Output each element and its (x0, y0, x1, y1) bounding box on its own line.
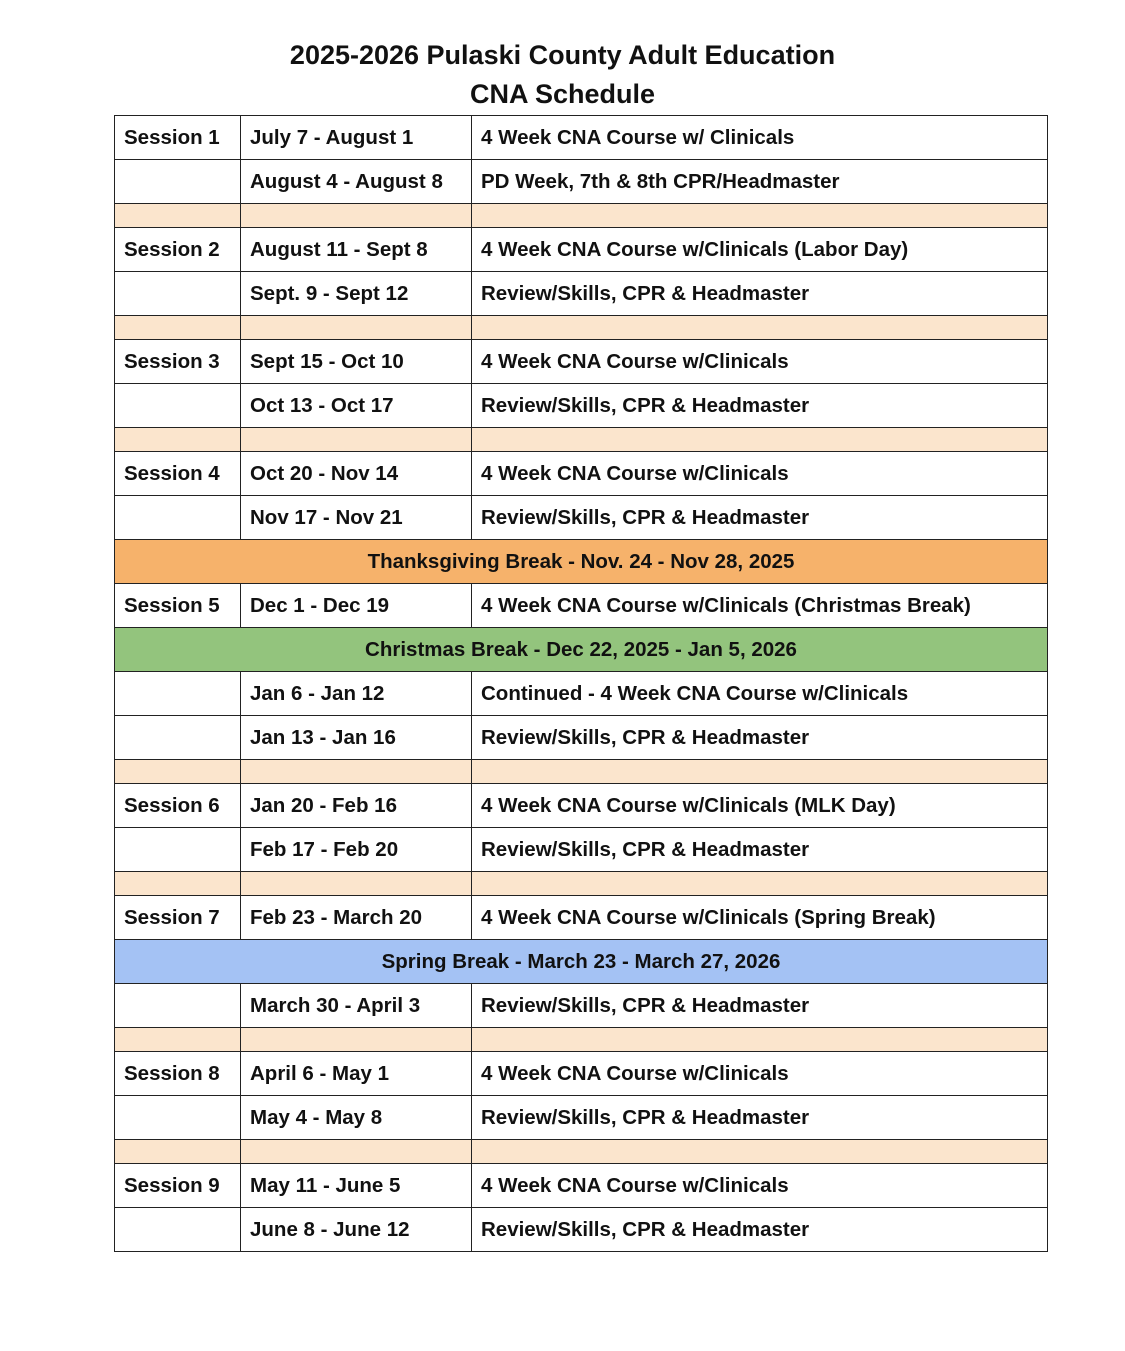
dates-cell: August 11 - Sept 8 (241, 228, 472, 272)
schedule-row (115, 1052, 1048, 1096)
description-cell: Review/Skills, CPR & Headmaster (472, 828, 1048, 872)
spacer-cell (241, 428, 472, 452)
spacer-cell (115, 1028, 241, 1052)
break-banner-row (115, 628, 1048, 672)
description-cell: 4 Week CNA Course w/Clinicals (472, 340, 1048, 384)
dates-cell: April 6 - May 1 (241, 1052, 472, 1096)
schedule-body (115, 116, 1048, 1252)
spacer-cell (472, 1028, 1048, 1052)
session-cell: Session 2 (115, 228, 241, 272)
spacer-cell (472, 760, 1048, 784)
schedule-row (115, 228, 1048, 272)
spacer-cell (115, 1140, 241, 1164)
spacer-cell (472, 872, 1048, 896)
dates-cell: May 4 - May 8 (241, 1096, 472, 1140)
schedule-row (115, 116, 1048, 160)
dates-cell: June 8 - June 12 (241, 1208, 472, 1252)
session-cell (115, 984, 241, 1028)
session-cell: Session 1 (115, 116, 241, 160)
spacer-cell (241, 1028, 472, 1052)
dates-cell: July 7 - August 1 (241, 116, 472, 160)
description-cell: 4 Week CNA Course w/Clinicals (472, 1164, 1048, 1208)
description-cell: Review/Skills, CPR & Headmaster (472, 272, 1048, 316)
spacer-row (115, 428, 1048, 452)
spacer-cell (241, 760, 472, 784)
schedule-row (115, 384, 1048, 428)
session-cell (115, 272, 241, 316)
description-cell: 4 Week CNA Course w/Clinicals (Labor Day) (472, 228, 1048, 272)
spacer-row (115, 760, 1048, 784)
description-cell: 4 Week CNA Course w/Clinicals (Spring Break) (472, 896, 1048, 940)
session-cell (115, 672, 241, 716)
spacer-cell (472, 428, 1048, 452)
session-cell: Session 7 (115, 896, 241, 940)
schedule-row (115, 496, 1048, 540)
description-cell: Review/Skills, CPR & Headmaster (472, 716, 1048, 760)
schedule-table (114, 115, 1048, 1252)
dates-cell: Oct 13 - Oct 17 (241, 384, 472, 428)
session-cell (115, 716, 241, 760)
description-cell: 4 Week CNA Course w/ Clinicals (472, 116, 1048, 160)
spacer-cell (472, 316, 1048, 340)
schedule-row (115, 984, 1048, 1028)
session-cell: Session 6 (115, 784, 241, 828)
page-title: 2025-2026 Pulaski County Adult Education (289, 40, 836, 70)
spacer-cell (241, 872, 472, 896)
session-cell: Session 5 (115, 584, 241, 628)
description-cell: Review/Skills, CPR & Headmaster (472, 984, 1048, 1028)
schedule-row (115, 716, 1048, 760)
spacer-row (115, 1140, 1048, 1164)
schedule-row (115, 452, 1048, 496)
schedule-row (115, 784, 1048, 828)
description-cell: Review/Skills, CPR & Headmaster (472, 1096, 1048, 1140)
description-cell: 4 Week CNA Course w/Clinicals (472, 452, 1048, 496)
dates-cell: Feb 17 - Feb 20 (241, 828, 472, 872)
spacer-cell (115, 872, 241, 896)
description-cell: 4 Week CNA Course w/Clinicals (Christmas Break) (472, 584, 1048, 628)
spacer-cell (115, 316, 241, 340)
dates-cell: August 4 - August 8 (241, 160, 472, 204)
spacer-cell (115, 204, 241, 228)
schedule-row (115, 1208, 1048, 1252)
page-subtitle: CNA Schedule (469, 79, 656, 109)
session-cell (115, 160, 241, 204)
dates-cell: Feb 23 - March 20 (241, 896, 472, 940)
spacer-cell (472, 204, 1048, 228)
description-cell: 4 Week CNA Course w/Clinicals (472, 1052, 1048, 1096)
spacer-cell (241, 1140, 472, 1164)
schedule-row (115, 160, 1048, 204)
session-cell (115, 1096, 241, 1140)
spacer-cell (472, 1140, 1048, 1164)
dates-cell: Jan 20 - Feb 16 (241, 784, 472, 828)
schedule-row (115, 584, 1048, 628)
description-cell: Continued - 4 Week CNA Course w/Clinicals (472, 672, 1048, 716)
spacer-row (115, 204, 1048, 228)
break-banner: Christmas Break - Dec 22, 2025 - Jan 5, 2026 (115, 628, 1048, 672)
break-banner-row (115, 540, 1048, 584)
schedule-row (115, 828, 1048, 872)
dates-cell: Sept 15 - Oct 10 (241, 340, 472, 384)
description-cell: Review/Skills, CPR & Headmaster (472, 496, 1048, 540)
description-cell: PD Week, 7th & 8th CPR/Headmaster (472, 160, 1048, 204)
dates-cell: Dec 1 - Dec 19 (241, 584, 472, 628)
spacer-cell (115, 760, 241, 784)
dates-cell: Sept. 9 - Sept 12 (241, 272, 472, 316)
session-cell (115, 828, 241, 872)
session-cell: Session 4 (115, 452, 241, 496)
schedule-row (115, 672, 1048, 716)
schedule-row (115, 272, 1048, 316)
spacer-row (115, 1028, 1048, 1052)
session-cell: Session 8 (115, 1052, 241, 1096)
description-cell: Review/Skills, CPR & Headmaster (472, 384, 1048, 428)
session-cell (115, 1208, 241, 1252)
dates-cell: Nov 17 - Nov 21 (241, 496, 472, 540)
session-cell: Session 9 (115, 1164, 241, 1208)
dates-cell: Oct 20 - Nov 14 (241, 452, 472, 496)
spacer-cell (241, 204, 472, 228)
spacer-row (115, 872, 1048, 896)
description-cell: 4 Week CNA Course w/Clinicals (MLK Day) (472, 784, 1048, 828)
break-banner: Spring Break - March 23 - March 27, 2026 (115, 940, 1048, 984)
session-cell: Session 3 (115, 340, 241, 384)
spacer-cell (241, 316, 472, 340)
break-banner: Thanksgiving Break - Nov. 24 - Nov 28, 2025 (115, 540, 1048, 584)
spacer-cell (115, 428, 241, 452)
description-cell: Review/Skills, CPR & Headmaster (472, 1208, 1048, 1252)
session-cell (115, 384, 241, 428)
spacer-row (115, 316, 1048, 340)
dates-cell: March 30 - April 3 (241, 984, 472, 1028)
dates-cell: May 11 - June 5 (241, 1164, 472, 1208)
schedule-row (115, 340, 1048, 384)
dates-cell: Jan 6 - Jan 12 (241, 672, 472, 716)
dates-cell: Jan 13 - Jan 16 (241, 716, 472, 760)
session-cell (115, 496, 241, 540)
schedule-row (115, 896, 1048, 940)
break-banner-row (115, 940, 1048, 984)
schedule-row (115, 1096, 1048, 1140)
schedule-row (115, 1164, 1048, 1208)
